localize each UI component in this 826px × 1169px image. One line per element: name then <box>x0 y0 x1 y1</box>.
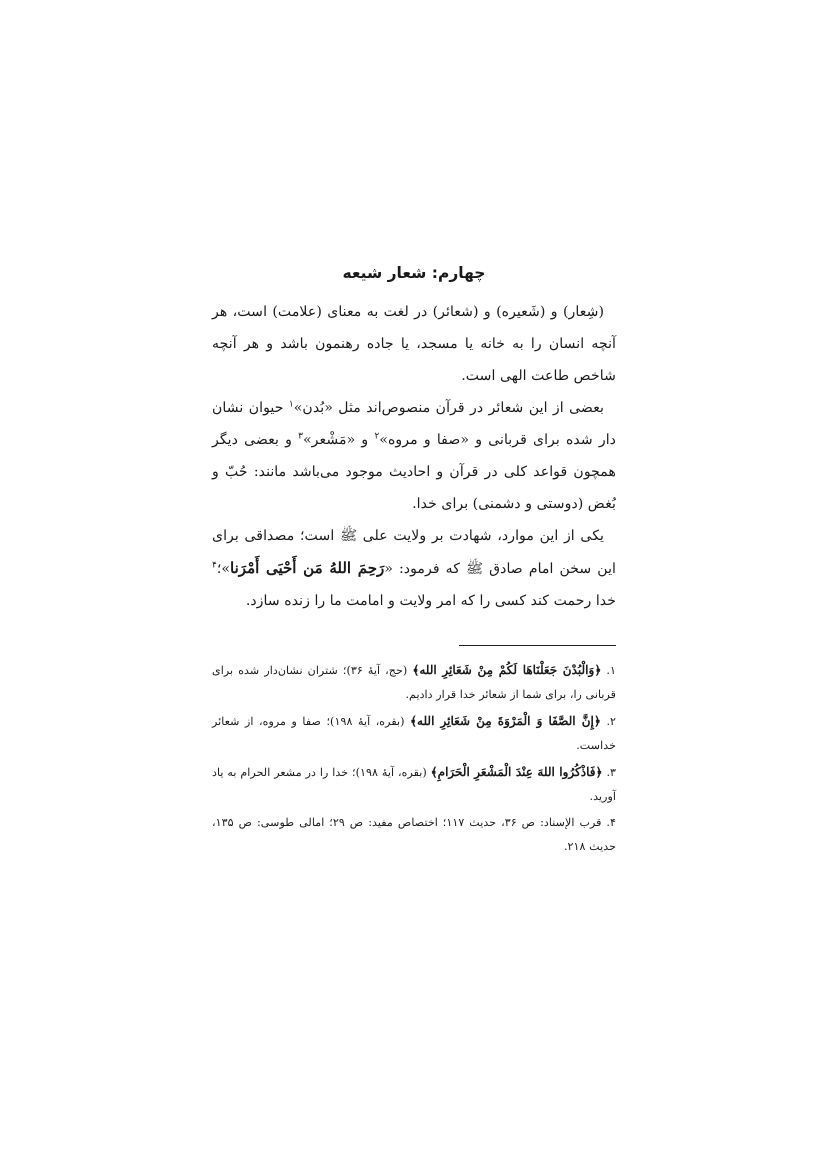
footnote-ref-1[interactable]: ۱ <box>288 399 294 410</box>
footnotes <box>212 658 616 859</box>
footnote-ref-4[interactable]: ۴ <box>212 560 217 571</box>
footnote-verse: ﴿إِنَّ الصَّفَا وَ الْمَرْوَةَ مِنْ شَعَائِرِ الله﴾ <box>409 714 601 728</box>
book-page <box>212 262 616 861</box>
footnote-1 <box>212 658 616 707</box>
paragraph-3-part3: خدا رحمت کند کسی را که امر ولایت و امامت ما را زنده سازد. <box>245 593 616 609</box>
hadith-quote: رَحِمَ اللهُ مَن أَحْيَى أَمْرَنا <box>230 559 385 577</box>
footnote-3 <box>212 760 616 809</box>
footnote-text: (حج، آیهٔ ۳۶)؛ شتران نشان‌دار شده برای قربانی را، برای شما از شعائر خدا قرار دادیم. <box>212 664 616 701</box>
footnote-number: ۲. <box>606 715 617 728</box>
footnote-verse: ﴿فَاذْكُرُوا اللهَ عِنْدَ الْمَشْعَرِ الْحَرَامِ﴾ <box>430 765 603 779</box>
main-text <box>212 296 616 617</box>
footnote-divider <box>459 645 616 646</box>
section-heading: چهارم: شعار شیعه <box>342 264 486 282</box>
footnote-text: (بقره، آیهٔ ۱۹۸)؛ صفا و مروه، از شعائر خداست. <box>212 715 616 752</box>
footnote-verse: ﴿وَالْبُدْنَ جَعَلْنَاهَا لَكُمْ مِنْ شَعَائِرِ الله﴾ <box>412 663 602 677</box>
footnote-text: قرب الإسناد: ص ۳۶، حدیث ۱۱۷؛ اختصاص مفید: ص ۲۹؛ امالی طوسی: ص ۱۳۵، حدیث ۲۱۸. <box>212 816 616 853</box>
footnote-text: (بقره، آیهٔ ۱۹۸)؛ خدا را در مشعر الحرام به یاد آورید. <box>212 766 616 803</box>
paragraph-2-part1: بعضی از این شعائر در قرآن منصوص‌اند مثل «بُدن» <box>293 400 605 416</box>
footnote-number: ۴. <box>606 816 616 829</box>
footnote-4 <box>212 811 616 859</box>
footnote-ref-3[interactable]: ۳ <box>298 431 303 442</box>
footnote-2 <box>212 709 616 758</box>
paragraph-3-part2: »؛ <box>216 561 231 577</box>
paragraph-2-part3: و «مَشْعر» <box>303 432 375 448</box>
paragraph-2 <box>212 392 616 520</box>
footnote-ref-2[interactable]: ۲ <box>374 431 380 442</box>
footnote-number: ۳. <box>606 766 617 779</box>
footnote-number: ۱. <box>606 664 616 677</box>
paragraph-1: (شِعار) و (شَعیره) و (شعائر) در لغت به معنای (علامت) است، هر آنچه انسان را به خانه یا مسجد، یا جاده رهنمون باشد و هر آنچه شاخص طاعت الهی است. <box>212 304 616 384</box>
paragraph-2-part2: حیوان نشان دار شده برای قربانی و «صفا و مروه» <box>212 400 616 448</box>
paragraph-3 <box>212 520 616 617</box>
paragraph-2-part4: و بعضی دیگر همچون قواعد کلی در قرآن و احادیث موجود می‌باشد مانند: حُبّ و بُغض (دوستی و دشمنی) برای خدا. <box>212 432 616 512</box>
paragraph-3-part1: یکی از این موارد، شهادت بر ولایت علی ﷺ است؛ مصداقی برای این سخن امام صادق ﷺ که فرمود: « <box>212 528 617 577</box>
